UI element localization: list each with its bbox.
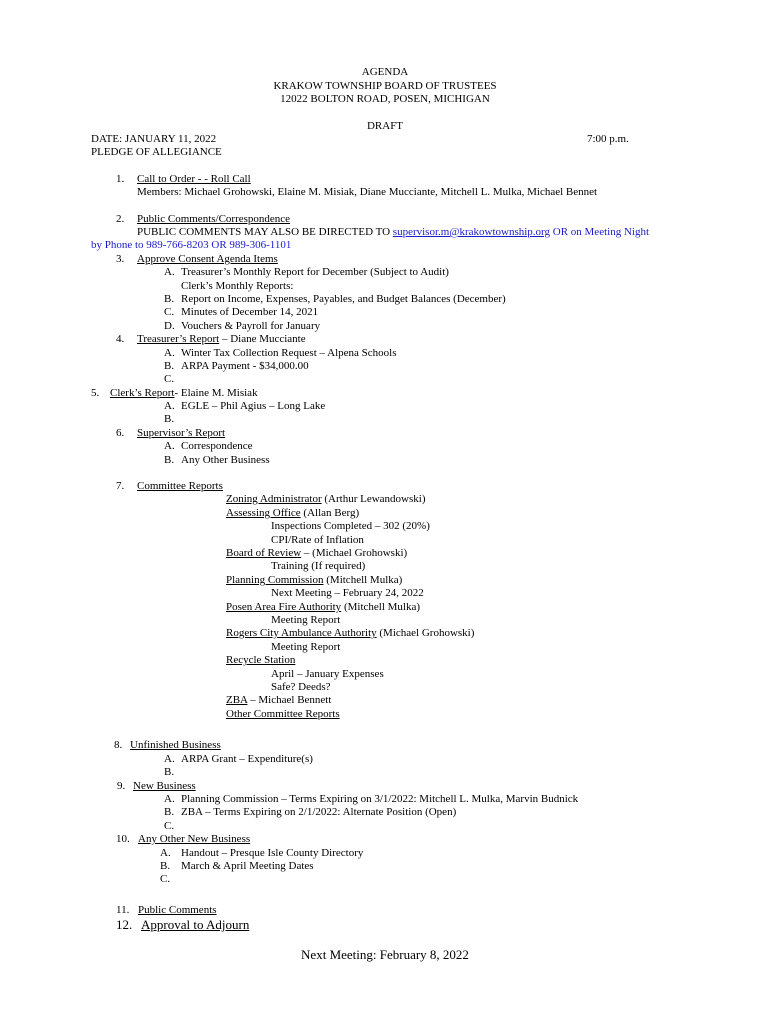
phone-numbers: by Phone to 989-766-8203 OR 989-306-1101 — [91, 239, 292, 251]
sub-letter: A. — [164, 266, 175, 278]
committee-assessing — [226, 507, 359, 520]
sub-item: March & April Meeting Dates — [181, 860, 314, 872]
sub-letter: A. — [164, 753, 175, 765]
sub-item: Clerk’s Monthly Reports: — [181, 280, 294, 292]
item-title-clerk: Clerk’s Report — [110, 387, 175, 399]
sub-item: Vouchers & Payroll for January — [181, 320, 321, 332]
committee-name: Assessing Office — [226, 507, 301, 519]
sub-item: Correspondence — [181, 440, 253, 452]
sub-item: Planning Commission – Terms Expiring on 3/1/2022: Mitchell L. Mulka, Marvin Budnick — [181, 793, 579, 805]
item-number: 11. — [116, 904, 130, 916]
item-number: 7. — [116, 480, 125, 492]
item-number: 4. — [116, 333, 125, 345]
item-title-consent-agenda: Approve Consent Agenda Items — [137, 253, 278, 265]
committee-name: ZBA — [226, 694, 248, 706]
sub-letter: C. — [160, 873, 171, 885]
item-title-supervisor: Supervisor’s Report — [137, 427, 226, 439]
sub-item: Treasurer’s Monthly Report for December (Subject to Audit) — [181, 266, 449, 278]
next-meeting: Next Meeting: February 8, 2022 — [301, 947, 469, 962]
sub-letter: D. — [164, 320, 175, 332]
members-list: Members: Michael Grohowski, Elaine M. Misiak, Diane Mucciante, Mitchell L. Mulka, Michael Bennet — [137, 186, 598, 198]
org-address: 12022 BOLTON ROAD, POSEN, MICHIGAN — [280, 93, 490, 105]
sub-letter: A. — [160, 847, 171, 859]
committee-person: – Michael Bennett — [247, 694, 332, 706]
item-number: 12. — [116, 917, 133, 932]
committee-name: Rogers City Ambulance Authority — [226, 627, 377, 639]
committee-other: Other Committee Reports — [226, 708, 340, 720]
sub-item: Handout – Presque Isle County Directory — [181, 847, 364, 859]
sub-letter: C. — [164, 820, 175, 832]
item-title-adjourn: Approval to Adjourn — [141, 917, 250, 932]
doc-heading: AGENDA — [361, 66, 409, 78]
sub-item: Any Other Business — [181, 454, 270, 466]
item-title-treasurer: Treasurer’s Report — [137, 333, 220, 345]
committee-person: (Arthur Lewandowski) — [321, 493, 426, 505]
committee-person: (Mitchell Mulka) — [323, 574, 403, 586]
committee-detail: CPI/Rate of Inflation — [271, 534, 364, 546]
draft-label: DRAFT — [366, 120, 404, 132]
item-number: 9. — [117, 780, 126, 792]
sub-letter: B. — [164, 806, 175, 818]
item-treasurer — [137, 333, 306, 346]
item-clerk — [110, 387, 258, 400]
sub-letter: A. — [164, 793, 175, 805]
sub-item: EGLE – Phil Agius – Long Lake — [181, 400, 326, 412]
item-title-unfinished: Unfinished Business — [130, 739, 221, 751]
sub-letter: C. — [164, 373, 175, 385]
committee-person: (Michael Grohowski) — [376, 627, 475, 639]
sub-letter: B. — [160, 860, 171, 872]
sub-item: ARPA Grant – Expenditure(s) — [181, 753, 313, 765]
note-text: PUBLIC COMMENTS MAY ALSO BE DIRECTED TO — [137, 226, 393, 238]
committee-detail: Safe? Deeds? — [271, 681, 331, 693]
committee-recycle: Recycle Station — [226, 654, 296, 666]
committee-detail: Inspections Completed – 302 (20%) — [271, 520, 430, 532]
committee-detail: Next Meeting – February 24, 2022 — [271, 587, 424, 599]
item-number: 3. — [116, 253, 125, 265]
item-title-public-comments-2: Public Comments — [138, 904, 217, 916]
sub-letter: C. — [164, 306, 175, 318]
committee-detail: Meeting Report — [271, 614, 341, 626]
item-title-new-business: New Business — [133, 780, 196, 792]
sub-letter: B. — [164, 293, 175, 305]
committee-board-of-review — [226, 547, 407, 560]
public-comments-note — [137, 226, 649, 239]
item-number: 6. — [116, 427, 125, 439]
item-title-roll-call: Call to Order - - Roll Call — [137, 173, 251, 185]
sub-letter: A. — [164, 347, 175, 359]
sub-letter: B. — [164, 360, 175, 372]
item-title-suffix: - Elaine M. Misiak — [174, 387, 258, 399]
org-name: KRAKOW TOWNSHIP BOARD OF TRUSTEES — [273, 80, 497, 92]
committee-name: Zoning Administrator — [226, 493, 322, 505]
committee-person: (Allan Berg) — [300, 507, 360, 519]
meeting-time: 7:00 p.m. — [587, 133, 629, 145]
sub-letter: B. — [164, 766, 175, 778]
item-title-public-comments: Public Comments/Correspondence — [137, 213, 291, 225]
item-number: 2. — [116, 213, 125, 225]
sub-letter: A. — [164, 400, 175, 412]
item-title-committee-reports: Committee Reports — [137, 480, 223, 492]
committee-zoning — [226, 493, 426, 506]
sub-item: Winter Tax Collection Request – Alpena Schools — [181, 347, 397, 359]
committee-name: Planning Commission — [226, 574, 324, 586]
sub-item: ARPA Payment - $34,000.00 — [181, 360, 309, 372]
committee-detail: Training (If required) — [271, 560, 366, 572]
note-text-cont: OR on Meeting Night — [550, 226, 649, 238]
sub-letter: B. — [164, 454, 175, 466]
item-number: 8. — [114, 739, 123, 751]
committee-ambulance — [226, 627, 474, 640]
committee-fire — [226, 601, 420, 614]
committee-name: Board of Review — [226, 547, 302, 559]
supervisor-email-link[interactable]: supervisor.m@krakowtownship.org — [392, 226, 550, 238]
committee-name: Posen Area Fire Authority — [226, 601, 342, 613]
item-number: 5. — [91, 387, 100, 399]
item-title-other-new-business: Any Other New Business — [138, 833, 251, 845]
committee-detail: Meeting Report — [271, 641, 341, 653]
pledge: PLEDGE OF ALLEGIANCE — [91, 146, 222, 158]
item-title-suffix: – Diane Mucciante — [219, 333, 306, 345]
committee-person: – (Michael Grohowski) — [301, 547, 408, 559]
item-number: 10. — [116, 833, 130, 845]
committee-planning — [226, 574, 402, 587]
sub-item: ZBA – Terms Expiring on 2/1/2022: Alternate Position (Open) — [181, 806, 457, 818]
sub-letter: B. — [164, 413, 175, 425]
committee-zba — [226, 694, 331, 707]
sub-item: Minutes of December 14, 2021 — [181, 306, 319, 318]
item-number: 1. — [116, 173, 125, 185]
committee-detail: April – January Expenses — [271, 668, 384, 680]
sub-item: Report on Income, Expenses, Payables, and Budget Balances (December) — [181, 293, 506, 305]
committee-person: (Mitchell Mulka) — [341, 601, 421, 613]
sub-letter: A. — [164, 440, 175, 452]
meeting-date: DATE: JANUARY 11, 2022 — [91, 133, 217, 145]
